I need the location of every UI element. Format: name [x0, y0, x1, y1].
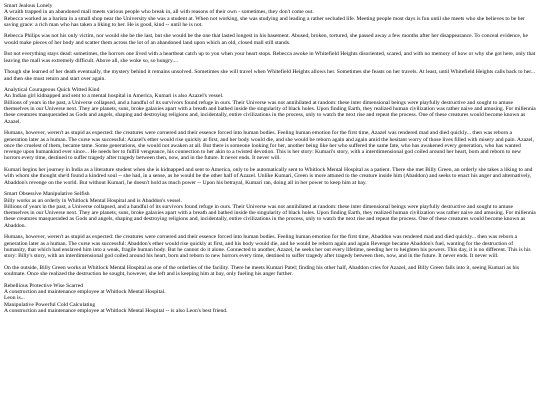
- body-paragraph: Rebecca Philips was not his only victim, nor would she be the last, but she would be the one that lasted longest in his basement. Abused, broken, tortured, she passed away a few months after her disappearance. To conceal evidence, he would make pieces of her body and scatter them across the lot of an abandoned land upon which an old, closed mall still stands.: [4, 33, 528, 46]
- text-line: A construction and maintenance employee at Whitlock Mental Hospital -- is also Leon's best friend.: [4, 307, 228, 314]
- text-line: A construction and maintenance employee at Whitlock Mental Hospital.: [4, 288, 166, 295]
- character-traits-line: Analytical Courageous Quick Witted Kind: [4, 87, 100, 94]
- text-line: Leon is...: [4, 295, 25, 302]
- character-header-group: [4, 87, 536, 125]
- character-header-group: [4, 3, 536, 28]
- text-line: A wraith trapped in an abandoned mall meets various people who break in, all with reasons of their own - sometimes, they don't come out.: [4, 9, 314, 16]
- body-paragraph: Kumari begins her journey in India as a literature student when she is kidnapped and sent to America, only to be automatically sent to Whitlock Mental Hospital as a patient. There she met Billy Green, an orderly she takes a liking to and with whom she thought she'd found a kindred soul -- she had, in a sense, as he would be the other half of Azazel. Unlike Kumari, Green is more attuned to the creature inside him (Abaddon) and seeks to enact his anger and alternatively, Abaddon's revenge on the world. But without Kumari, he doesn't hold as much power -- Upon his betrayal, Kumari ran, doing all in her power to keep him at bay.: [4, 167, 533, 186]
- character-traits-line: Smart Jealous Lonely: [4, 3, 53, 9]
- body-paragraph: But not everything stays dead: sometimes, the horrors one lived with a heartbeat catch up to you when your heart stops. Rebecca awoke in Whitefield Heights disoriented, scared, and with no memory of how or why she got here, only that leaving the mall was extremely difficult. Above all, she woke so, so hungry....: [4, 51, 536, 64]
- character-traits-line: Rebellious Protective Wise Scarred: [4, 282, 84, 289]
- text-line: Manipulative Powerful Cold Calculating: [4, 301, 96, 308]
- character-traits-line: Smart Obsessive Manipulative Selfish: [4, 191, 90, 198]
- body-paragraph: Humans, however, weren't as stupid as expected: the creatures were cornered and their essence forced into human bodies. Feeling human emotion for the first time, Abaddon was rendered mad and died quickly... then was reborn a generation later as a human. The curse was successful: Abaddon's ether would rise quickly at first, and his body would die, and he would be reborn again and again Revenge became Abaddon's fuel, wanting for the destruction of humanity, that which had enslaved him into a weak, fragile human body. But he cannot do it alone. Connected to another, Azazel, he seeks her out every lifetime, needing her to heighten his powers. This day, it is no different. This is his story: Billy's story, with an interdimensional god coiled around his heart, born and reborn to new horrors every time, destined to suffer tragedy after tragedy between then, now, and in the future. It never ends. It never will.: [4, 234, 531, 260]
- body-paragraph: Though she learned of her death eventually, the mystery behind it remains unsolved. Sometimes she will travel when Whitefield Heights allows her. Sometimes she feasts on her travels. At least, until Whitefield Heights calls back to her... and then she must return and start over again.: [4, 69, 536, 82]
- text-line: Billions of years in the past, a Universe collapsed, and a handful of its survivors found refuge in ours. Their Universe was not annihilated at random: these inter dimensional beings were playfully destructive and sought to amuse themselves in our Universe next. They are planets, suns, broke galaxies apart with a breath and bathed inside the singularity of black holes. Upon finding Earth, they realized human civilization was rather naive and amusing. For millennia these creatures masqueraded as Gods and angels, shaping and destroying religions and, incidentally, entire civilizations in the process, only to watch the next rise and repeat the process. One of these creatures would become known as Abaddon.: [4, 203, 536, 229]
- body-paragraph: On the outside, Billy Green works at Whitlock Mental Hospital as one of the orderlies of the facility. There he meets Kumari Patel; finding his other half, Abaddon cries for Azazel, and Billy Green falls into it, seeing Kumari as his soulmate. Once she realized the destruction he sought, however, she left and is keeping him at bay, only fueling his anger further.: [4, 264, 520, 278]
- text-line: Billions of years in the past, a Universe collapsed, and a handful of its survivors found refuge in ours. Their Universe was not annihilated at random: these inter dimensional beings were playfully destructive and sought to amuse themselves in our Universe next. They are planets, suns, broke galaxies apart with a breath and bathed inside the singularity of black holes. Upon finding Earth, they realized human civilization was rather naive and amusing. For millennia these creatures masqueraded as Gods and angels, shaping and destroying religions and, incidentally, entire civilizations in the process, only to watch the next rise and repeat the process. One of these creatures would become known as Azazel.: [4, 99, 536, 125]
- text-line: Rebecca worked as a barista in a small shop near the University she was a student at. When not working, she was studying and leading a rather secluded life. Meeting people most days is fun until she meets who she believes to be her saving grace: a rich man who has taken a liking to her. He is good, kind -- until he is not.: [4, 15, 525, 28]
- text-line: An Indian girl kidnapped and sent to a mental hospital in America, Kumari is also Azazel's vessel.: [4, 93, 224, 100]
- character-header-group: [4, 191, 536, 229]
- character-header-group: [4, 283, 536, 314]
- text-line: Billy works as an orderly in Whitlock Mental Hospital and is Abaddon's vessel.: [4, 197, 182, 204]
- body-paragraph: Humans, however, weren't as stupid as expected: the creatures were cornered and their essence forced into human bodies. Feeling human emotion for the first time, Azazel was rendered mad and died quickly... then was reborn a generation later as a human. The curse was successful: Azazel's ether would rise quickly at first, and her body would die, and she would be reborn again and again amid the hesitant worry of those lives filled with misery and pain. Azazel, once the cruelest of them, became tame. Some generations, she would not awaken at all. But there is someone looking for her, another being like her who suffered the same fate, who has awakened every generation, who has wanted revenge upon humankind ever since... He needs her to fulfill vengeance, his connection to her akin to a twisted devotion. This is her story: Kumari's story, with a interdimensional god coiled around her heart, born and reborn to new horrors every time, destined to suffer tragedy after tragedy between then, now, and in the future. It never ends. It never will.: [4, 130, 534, 162]
